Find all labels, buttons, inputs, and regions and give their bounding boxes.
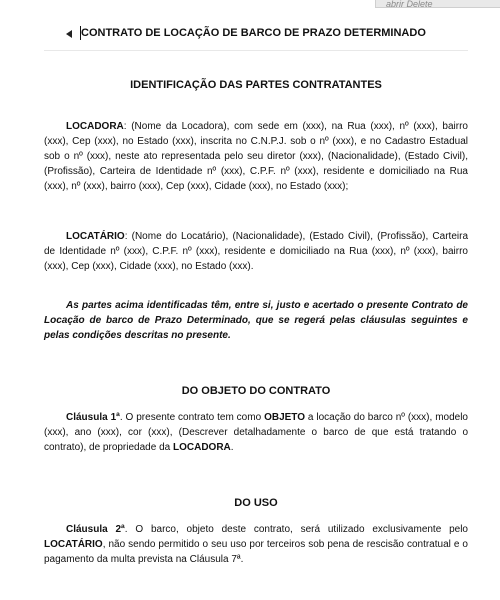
locatario-label: LOCATÁRIO	[66, 231, 125, 242]
clause2-label: Cláusula 2ª	[66, 524, 125, 535]
delete-hint-text[interactable]: Delete	[406, 0, 433, 8]
clause1-text-a: . O presente contrato tem como	[119, 412, 265, 423]
locadora-text: : (Nome da Locadora), com sede em (xxx), na Rua (xxx), nº (xxx), bairro (xxx), Cep (xxx), no Estado (xxx), inscrita no C.N.P.J. sob o nº (xxx), e no Cadastro Estadual sob o nº (xxx), neste ato representada pelo seu diretor (xxx), (Nacionalidade), (Estado Civil), (Profissão), Carteira de Identidade nº (xxx), C.P.F. nº (xxx), residente e domiciliado na Rua (xxx), nº (xxx), bairro (xxx), Cep (xxx), Cidade (xxx), no Estado (xxx);	[44, 121, 468, 192]
collapse-arrow-icon[interactable]	[66, 30, 72, 38]
parties-heading: IDENTIFICAÇÃO DAS PARTES CONTRATANTES	[130, 79, 382, 91]
object-heading: DO OBJETO DO CONTRATO	[181, 385, 331, 397]
clause1-object-word: OBJETO	[264, 412, 305, 423]
use-heading: DO USO	[234, 497, 278, 509]
document-page	[44, 0, 468, 600]
clause1-text-c: .	[230, 442, 234, 453]
clause1-label: Cláusula 1ª	[66, 412, 120, 423]
locadora-label: LOCADORA	[66, 121, 124, 132]
open-hint-text: abrir	[386, 0, 405, 8]
clause2-tenant-word: LOCATÁRIO	[44, 539, 103, 550]
agreement-text: As partes acima identificadas têm, entre si, justo e acertado o presente Contrato de Locação de barco de Prazo Determinado, que se regerá pelas cláusulas seguintes e pelas condições descritas no presente.	[44, 300, 468, 341]
locadora-paragraph	[44, 119, 468, 194]
clause2-text-b: , não sendo permitido o seu uso por terceiros sob pena de rescisão contratual e o pagamento da multa prevista na Cláusula 7ª.	[44, 539, 468, 565]
document-title: CONTRATO DE LOCAÇÃO DE BARCO DE PRAZO DETERMINADO	[81, 27, 426, 39]
locatario-text: : (Nome do Locatário), (Nacionalidade), (Estado Civil), (Profissão), Carteira de Identidade nº (xxx), C.P.F. nº (xxx), residente e domiciliado na Rua (xxx), nº (xxx), bairro (xxx), Cep (xxx), Cidade (xxx), no Estado (xxx).	[44, 231, 468, 272]
clause1-owner-word: LOCADORA	[172, 442, 231, 453]
clause1-paragraph	[44, 410, 468, 455]
clause2-paragraph	[44, 522, 468, 567]
agreement-paragraph	[44, 298, 468, 343]
locatario-paragraph	[44, 229, 468, 274]
header-divider	[44, 50, 468, 51]
clause1-text-b: a locação do barco nº (xxx), modelo (xxx), ano (xxx), cor (xxx), (Descrever detalhadamente o barco de que está tratando o contrato), de propriedade da	[44, 412, 468, 453]
clause2-text-a: . O barco, objeto deste contrato, será utilizado exclusivamente pelo	[124, 524, 468, 535]
